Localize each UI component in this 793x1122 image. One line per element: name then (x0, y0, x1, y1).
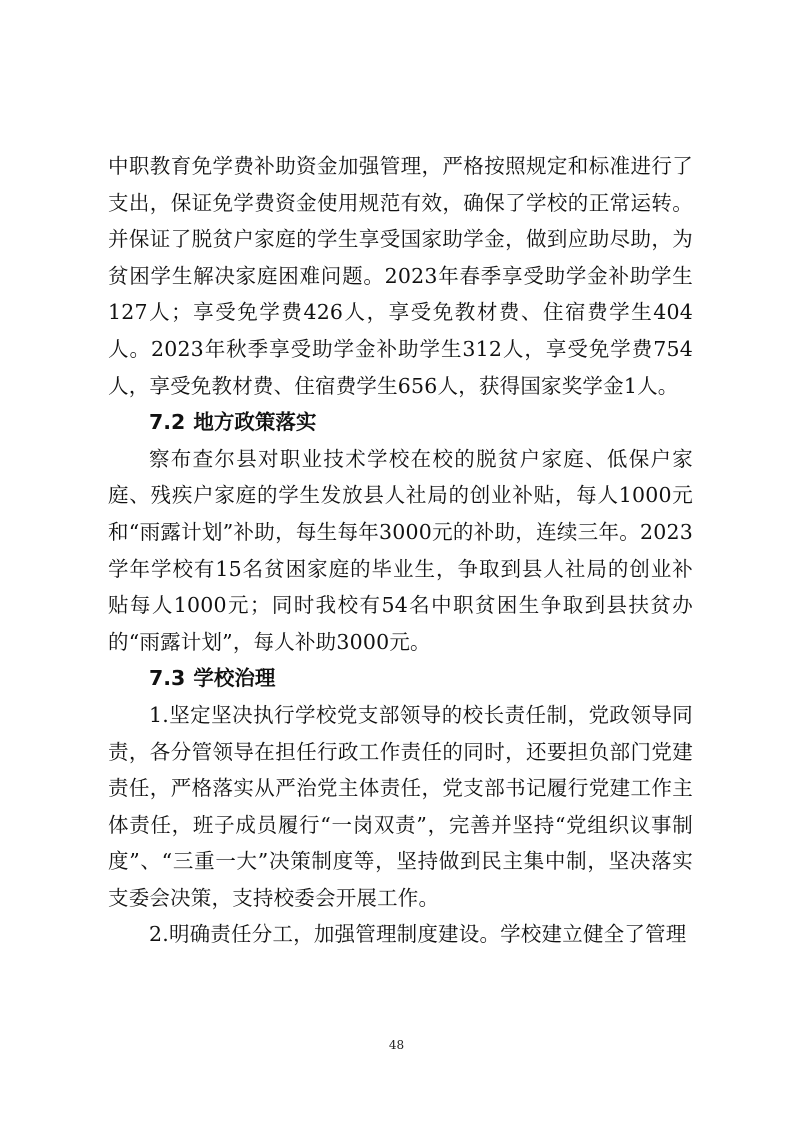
section-title: 学校治理 (193, 666, 276, 691)
section-heading-7-2 (108, 404, 693, 441)
paragraph-funding-summary: 中职教育免学费补助资金加强管理，严格按照规定和标准进行了支出，保证免学费资金使用规范有效，确保了学校的正常运转。并保证了脱贫户家庭的学生享受国家助学金，做到应助尽助，为贫困学生解决家庭困难问题。2023年春季享受助学金补助学生127人；享受免学费426人，享受免教材费、住宿费学生404人。2023年秋季享受助学金补助学生312人，享受免学费754人，享受免教材费、住宿费学生656人，获得国家奖学金1人。 (108, 154, 693, 398)
section-number: 7.3 (149, 666, 186, 691)
paragraph-governance-item-1: 1.坚定坚决执行学校党支部领导的校长责任制，党政领导同责，各分管领导在担任行政工作责任的同时，还要担负部门党建责任，严格落实从严治党主体责任，党支部书记履行党建工作主体责任，班子成员履行“一岗双责”，完善并坚持“党组织议事制度”、“三重一大”决策制度等，坚持做到民主集中制，坚决落实支委会决策，支持校委会开展工作。 (108, 702, 693, 910)
paragraph-governance-item-2: 2.明确责任分工，加强管理制度建设。学校建立健全了管理 (149, 922, 687, 947)
document-body (108, 148, 693, 953)
section-title: 地方政策落实 (193, 410, 317, 435)
paragraph-local-policy: 察布查尔县对职业技术学校在校的脱贫户家庭、低保户家庭、残疾户家庭的学生发放县人社局的创业补贴，每人1000元和“雨露计划”补助，每生每年3000元的补助，连续三年。2023学年学校有15名贫困家庭的毕业生，争取到县人社局的创业补贴每人1000元；同时我校有54名中职贫困生争取到县扶贫办的“雨露计划”，每人补助3000元。 (108, 446, 693, 654)
section-heading-7-3 (108, 660, 693, 697)
page-number: 48 (388, 1038, 405, 1052)
section-number: 7.2 (149, 410, 186, 435)
